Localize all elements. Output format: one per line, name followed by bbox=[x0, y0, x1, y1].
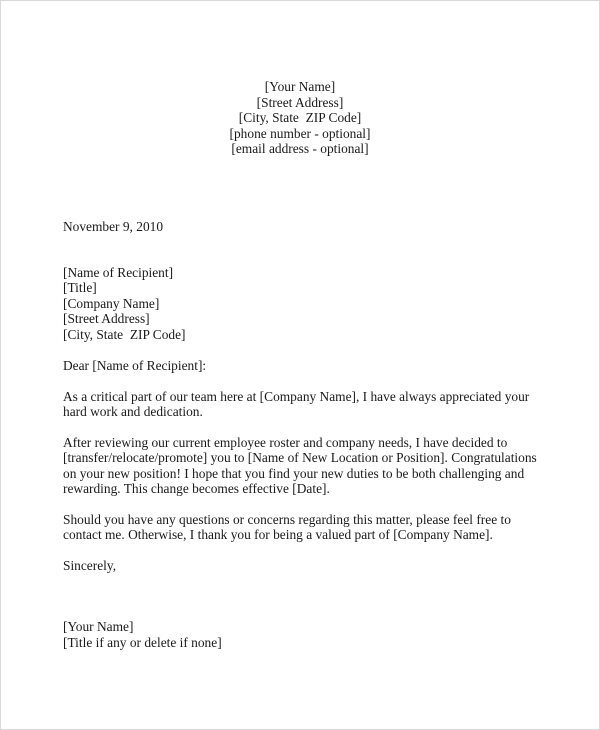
sender-phone: [phone number - optional] bbox=[229, 125, 371, 141]
signature-title: [Title if any or delete if none] bbox=[63, 634, 222, 650]
salutation-block bbox=[63, 358, 543, 374]
paragraph-line: hard work and dedication. bbox=[63, 404, 203, 419]
paragraph-contact bbox=[63, 512, 543, 543]
letter-date: November 9, 2010 bbox=[63, 219, 164, 234]
salutation: Dear [Name of Recipient]: bbox=[63, 358, 207, 373]
paragraph-line: As a critical part of our team here at [Company Name], I have always appreciated your bbox=[63, 388, 530, 404]
recipient-address-block bbox=[63, 265, 543, 343]
paragraph-appreciation bbox=[63, 389, 543, 420]
paragraph-line: rewarding. This change becomes effective [Date]. bbox=[63, 481, 330, 496]
sender-name: [Your Name] bbox=[264, 79, 336, 94]
recipient-title: [Title] bbox=[63, 280, 97, 295]
recipient-city: [City, State ZIP Code] bbox=[63, 326, 186, 342]
paragraph-line: contact me. Otherwise, I thank you for being a valued part of [Company Name]. bbox=[63, 527, 493, 542]
recipient-company: [Company Name] bbox=[63, 295, 160, 311]
paragraph-line: Should you have any questions or concerns regarding this matter, please feel free to bbox=[63, 511, 511, 527]
sender-city: [City, State ZIP Code] bbox=[238, 110, 362, 125]
closing-block bbox=[63, 558, 543, 574]
paragraph-line: [transfer/relocate/promote] you to [Name of New Location or Position]. Congratulations bbox=[63, 450, 537, 465]
letter-body bbox=[63, 219, 543, 650]
sender-address-block bbox=[1, 79, 599, 157]
closing: Sincerely, bbox=[63, 557, 117, 573]
recipient-name: [Name of Recipient] bbox=[63, 264, 174, 280]
paragraph-decision bbox=[63, 435, 543, 497]
letter-date-block bbox=[63, 219, 543, 235]
recipient-street: [Street Address] bbox=[63, 311, 150, 326]
signature-name: [Your Name] bbox=[63, 619, 134, 634]
sender-email: [email address - optional] bbox=[231, 141, 369, 156]
sender-street: [Street Address] bbox=[256, 94, 344, 110]
paragraph-line: on your new position! I hope that you find your new duties to be both challenging and bbox=[63, 465, 525, 481]
signature-block bbox=[63, 619, 543, 650]
paragraph-line: After reviewing our current employee roster and company needs, I have decided to bbox=[63, 434, 508, 450]
